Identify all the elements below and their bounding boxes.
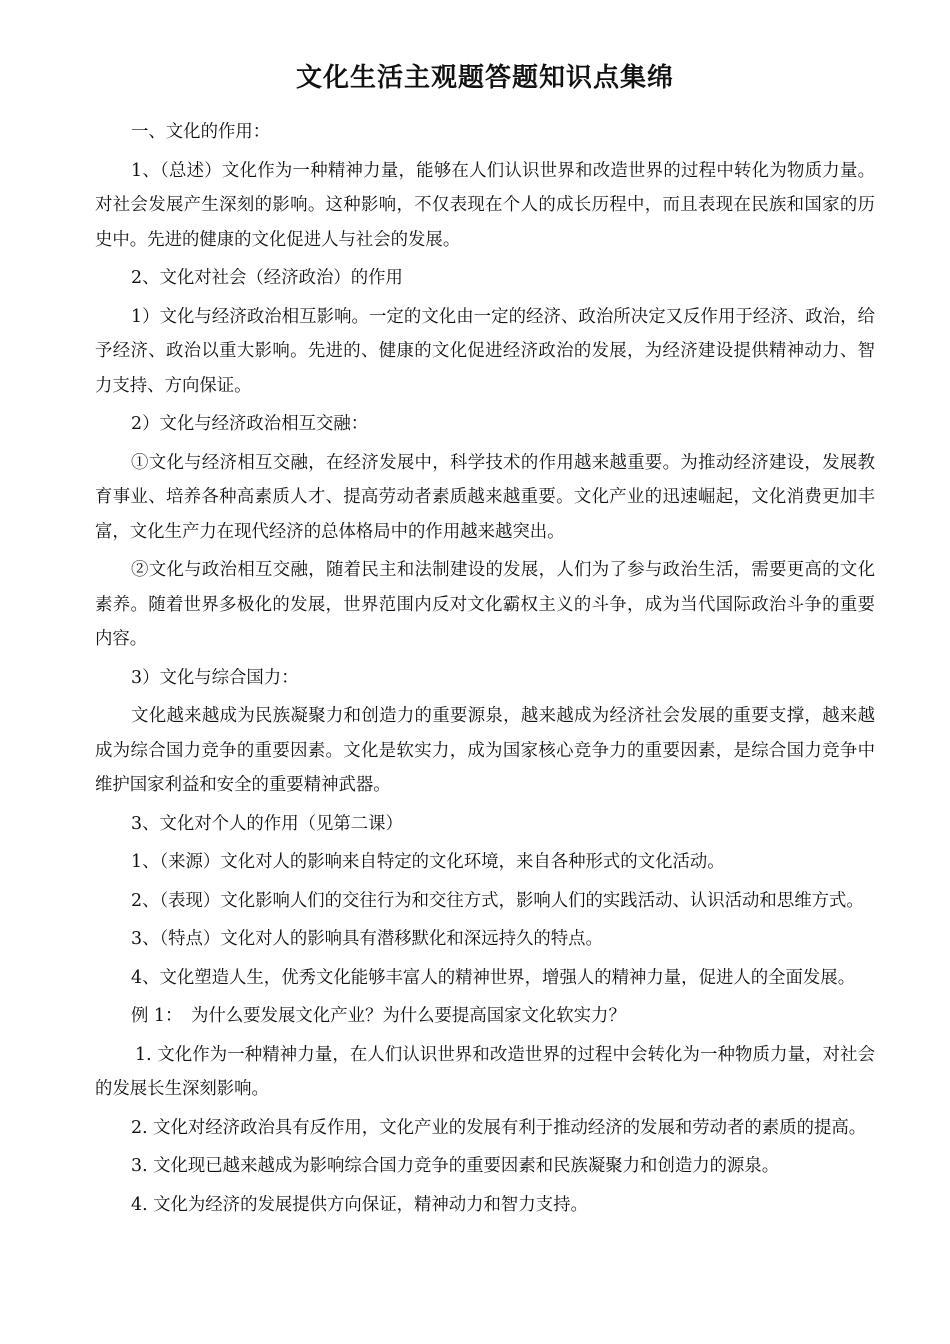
example-question: 例 1： 为什么要发展文化产业？为什么要提高国家文化软实力？ (131, 1006, 626, 1026)
answer-point-3: 3. 文化现已越来越成为影响综合国力竞争的重要因素和民族凝聚力和创造力的源泉。 (131, 1156, 780, 1176)
section-heading-culture-role: 一、文化的作用： (131, 122, 271, 142)
subsection-heading-integration: 2）文化与经济政治相互交融： (131, 414, 369, 434)
answer-point-1: 1. 文化作为一种精神力量，在人们认识世界和改造世界的过程中会转化为一种物质力量，对社会的发展长生深刻影响。 (95, 1044, 875, 1099)
paragraph-culture-economy: ①文化与经济相互交融，在经济发展中，科学技术的作用越来越重要。为推动经济建设，发展教育事业、培养各种高素质人才、提高劳动者素质越来越重要。文化产业的迅速崛起，文化消费更加丰富，文化生产力在现代经济的总体格局中的作用越来越突出。 (95, 452, 875, 542)
answer-point-2: 2. 文化对经济政治具有反作用，文化产业的发展有利于推动经济的发展和劳动者的素质的提高。 (131, 1117, 867, 1138)
subsection-heading-national-power: 3）文化与综合国力： (131, 667, 299, 688)
subsection-heading-individual: 3、文化对个人的作用（见第二课） (131, 813, 403, 834)
document-page (95, 55, 875, 1226)
paragraph-national-power: 文化越来越成为民族凝聚力和创造力的重要源泉，越来越成为经济社会发展的重要支撑，越来越成为综合国力竞争的重要因素。文化是软实力，成为国家核心竞争力的重要因素，是综合国力竞争中维护国家利益和安全的重要精神武器。 (95, 706, 875, 795)
paragraph-source: 1、（来源）文化对人的影响来自特定的文化环境，来自各种形式的文化活动。 (131, 852, 725, 872)
paragraph-culture-politics: ②文化与政治相互交融，随着民主和法制建设的发展，人们为了参与政治生活，需要更高的文化素养。随着世界多极化的发展，世界范围内反对文化霸权主义的斗争，成为当代国际政治斗争的重要内容。 (95, 560, 875, 649)
paragraph-mutual-influence: 1）文化与经济政治相互影响。一定的文化由一定的经济、政治所决定又反作用于经济、政治，给予经济、政治以重大影响。先进的、健康的文化促进经济政治的发展，为经济建设提供精神动力、智力支持、方向保证。 (95, 306, 875, 396)
paragraph-characteristics: 3、（特点）文化对人的影响具有潜移默化和深远持久的特点。 (131, 929, 603, 949)
paragraph-shaping-life: 4、文化塑造人生，优秀文化能够丰富人的精神世界，增强人的精神力量，促进人的全面发展。 (131, 967, 856, 988)
page-title: 文化生活主观题答题知识点集绵 (295, 63, 674, 93)
subsection-heading-society: 2、文化对社会（经济政治）的作用 (131, 268, 403, 288)
paragraph-overview: 1、（总述）文化作为一种精神力量，能够在人们认识世界和改造世界的过程中转化为物质力量。对社会发展产生深刻的影响。这种影响，不仅表现在个人的成长历程中，而且表现在民族和国家的历史中。先进的健康的文化促进人与社会的发展。 (95, 160, 875, 250)
paragraph-manifestation: 2、（表现）文化影响人们的交往行为和交往方式，影响人们的实践活动、认识活动和思维方式。 (131, 890, 864, 911)
answer-point-4: 4. 文化为经济的发展提供方向保证，精神动力和智力支持。 (131, 1194, 588, 1215)
